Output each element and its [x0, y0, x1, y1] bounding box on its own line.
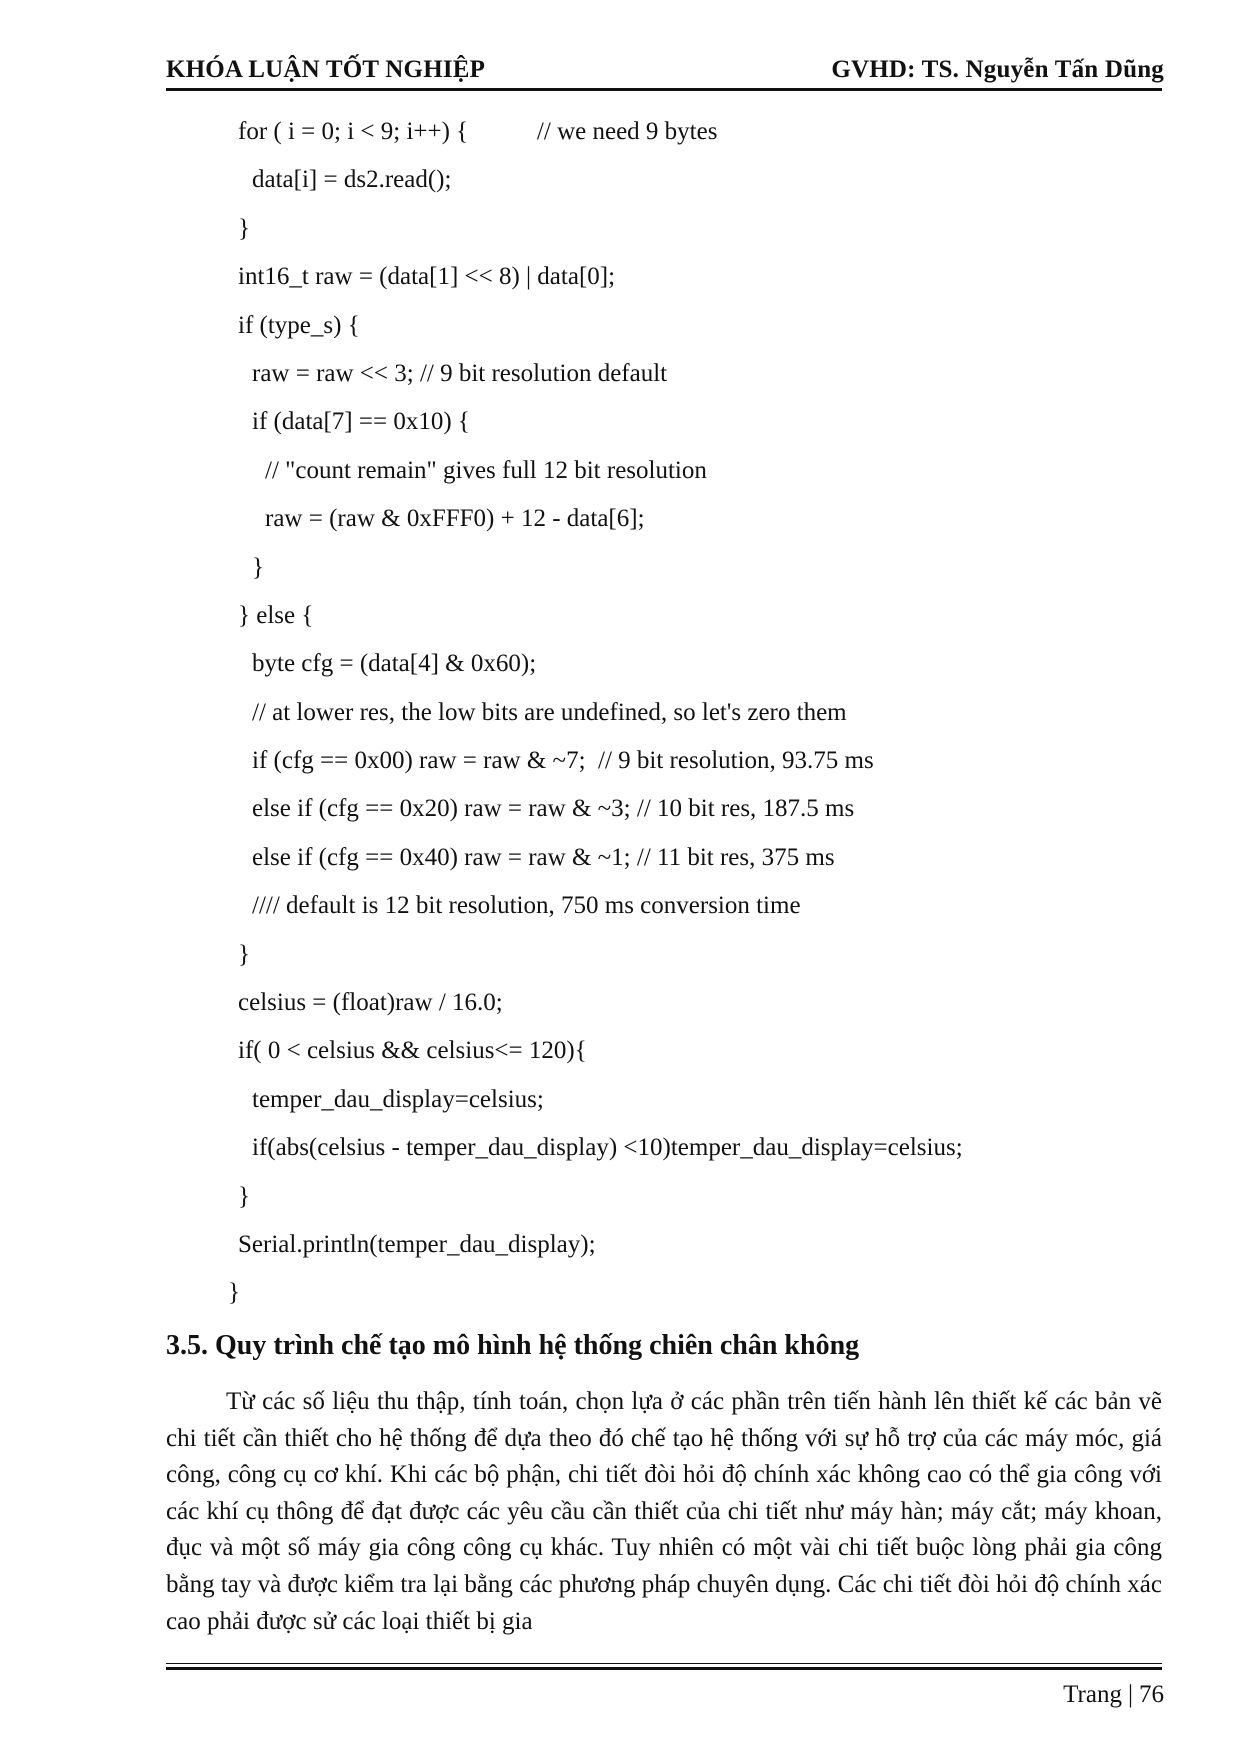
code-line: // "count remain" gives full 12 bit resolution	[265, 456, 707, 484]
code-line: if (data[7] == 0x10) {	[252, 408, 470, 436]
code-line: else if (cfg == 0x20) raw = raw & ~3; // 10 bit res, 187.5 ms	[252, 795, 855, 823]
code-line: } else {	[238, 601, 314, 629]
page-footer	[1063, 1681, 1164, 1709]
footer-rule-thick	[166, 1667, 1162, 1670]
code-line: byte cfg = (data[4] & 0x60);	[252, 650, 537, 678]
code-line: int16_t raw = (data[1] << 8) | data[0];	[238, 263, 616, 291]
page-number: 76	[1139, 1681, 1164, 1708]
code-line: //// default is 12 bit resolution, 750 ms conversion time	[252, 892, 801, 920]
code-line: data[i] = ds2.read();	[252, 166, 452, 194]
code-line: else if (cfg == 0x40) raw = raw & ~1; // 11 bit res, 375 ms	[252, 843, 835, 871]
code-line: raw = raw << 3; // 9 bit resolution default	[252, 359, 668, 387]
section-heading: 3.5. Quy trình chế tạo mô hình hệ thống chiên chân không	[166, 1330, 860, 1361]
code-line: if( 0 < celsius && celsius<= 120){	[238, 1037, 587, 1065]
code-line: celsius = (float)raw / 16.0;	[238, 989, 503, 1017]
header-title: KHÓA LUẬN TỐT NGHIỆP	[166, 56, 486, 83]
code-line: }	[238, 214, 250, 242]
code-line: Serial.println(temper_dau_display);	[238, 1230, 596, 1258]
code-line: if (cfg == 0x00) raw = raw & ~7; // 9 bit resolution, 93.75 ms	[252, 747, 874, 775]
header-advisor: GVHD: TS. Nguyễn Tấn Dũng	[831, 56, 1164, 83]
code-line: }	[238, 940, 250, 968]
section-paragraph: Từ các số liệu thu thập, tính toán, chọn lựa ở các phần trên tiến hành lên thiết kế các bản vẽ chi tiết cần thiết cho hệ thống để dựa theo đó chế tạo hệ thống với sự hỗ trợ của các máy móc, giá công, công cụ cơ khí. Khi các bộ phận, chi tiết đòi hỏi độ chính xác không cao có thể gia công với các khí cụ thông để đạt được các yêu cầu cần thiết của chi tiết như máy hàn; máy cắt; máy khoan, đục và một số máy gia công công cụ khác. Tuy nhiên có một vài chi tiết buộc lòng phải gia công bằng tay và được kiểm tra lại bằng các phương pháp chuyên dụng. Các chi tiết đòi hỏi độ chính xác cao phải được sử các loại thiết bị gia	[166, 1388, 1162, 1635]
page-label: Trang	[1063, 1681, 1122, 1708]
code-line: }	[238, 1182, 250, 1210]
code-line: if (type_s) {	[238, 311, 360, 339]
code-line: // at lower res, the low bits are undefined, so let's zero them	[252, 698, 847, 726]
code-line: for ( i = 0; i < 9; i++) { // we need 9 bytes	[238, 118, 718, 145]
code-line: }	[228, 1279, 240, 1307]
footer-rule-thin	[166, 1663, 1162, 1664]
header-rule	[166, 88, 1162, 91]
code-line: temper_dau_display=celsius;	[252, 1085, 544, 1113]
code-line: if(abs(celsius - temper_dau_display) <10)temper_dau_display=celsius;	[252, 1134, 963, 1162]
code-line: raw = (raw & 0xFFF0) + 12 - data[6];	[265, 505, 645, 533]
code-line: }	[252, 553, 264, 581]
code-block	[0, 117, 1240, 1327]
page-separator: |	[1127, 1681, 1133, 1708]
